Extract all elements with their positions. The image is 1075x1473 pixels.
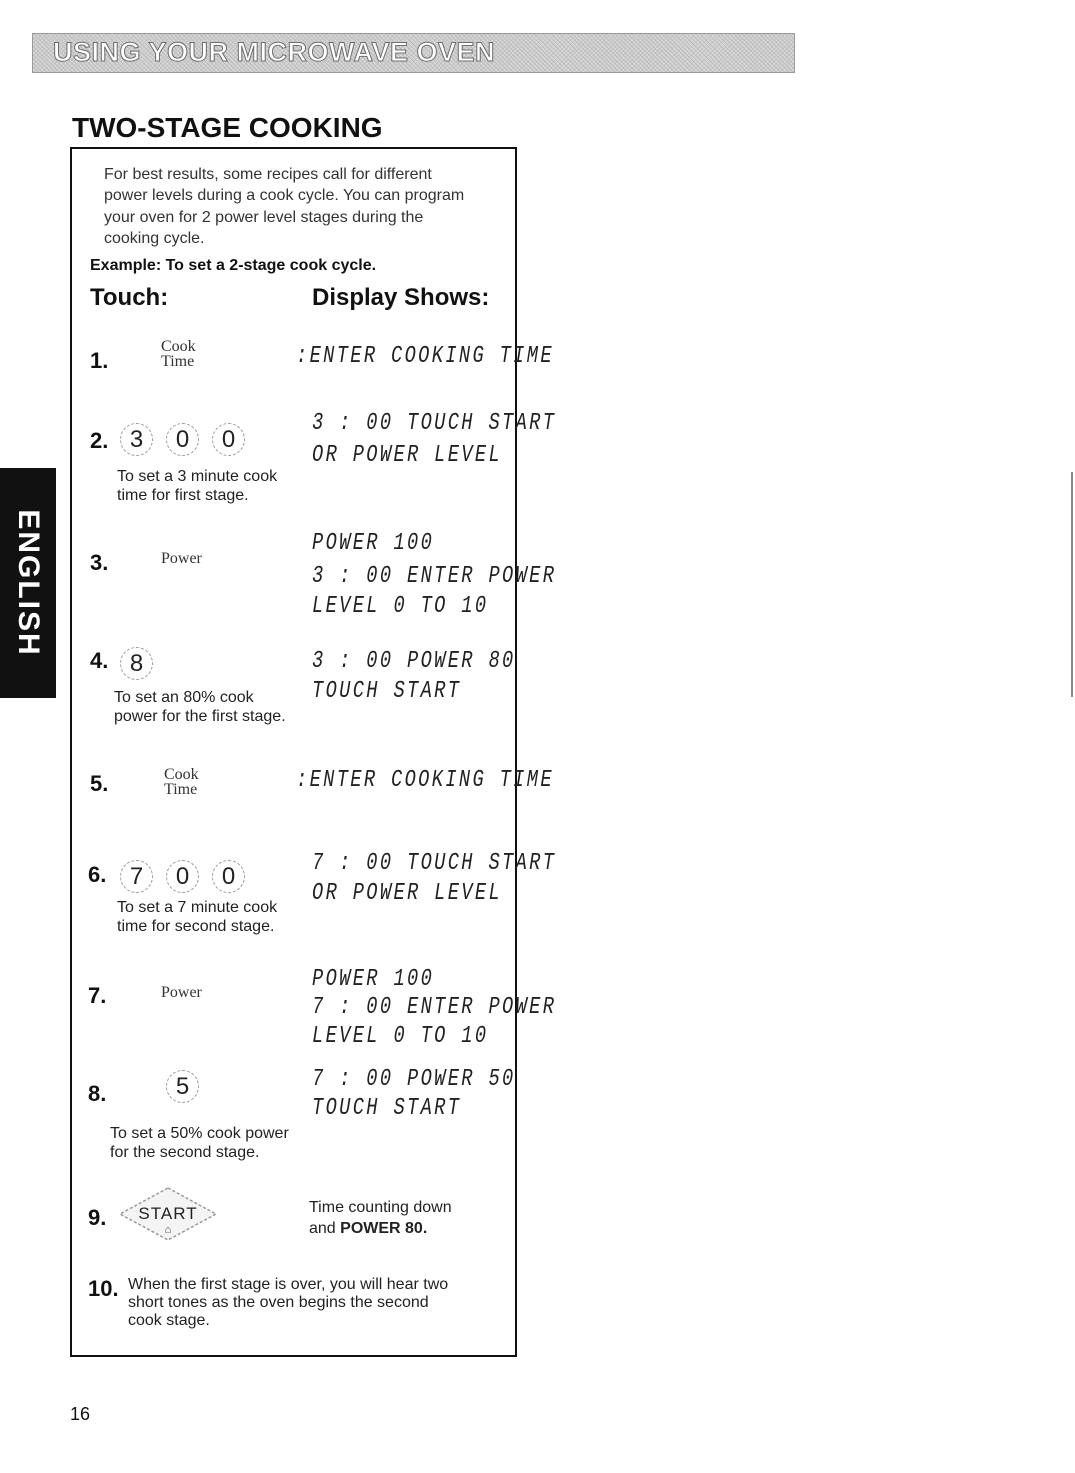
page-number: 16	[70, 1404, 91, 1424]
note-line: time for second stage.	[117, 918, 275, 935]
number-key-8[interactable]: 8	[120, 647, 153, 680]
display-readout: TOUCH START	[312, 1095, 462, 1122]
step-note	[117, 467, 277, 505]
power-key[interactable]: Power	[161, 550, 202, 567]
number-key-5[interactable]: 5	[166, 1070, 199, 1103]
note-line: for the second stage.	[110, 1144, 260, 1161]
display-readout: TOUCH START	[312, 678, 462, 705]
note-line: power for the first stage.	[114, 708, 286, 725]
right-edge-rule	[1071, 472, 1073, 697]
touch-column-heading: Touch:	[90, 284, 169, 311]
text-line: When the first stage is over, you will hear two	[128, 1276, 449, 1293]
display-readout: 7 : 00 TOUCH START	[312, 850, 557, 877]
note-line: To set an 80% cook	[114, 689, 254, 706]
step-number: 8.	[88, 1081, 107, 1106]
display-readout: :ENTER COOKING TIME	[296, 343, 554, 370]
step-note	[114, 688, 286, 726]
note-line: To set a 7 minute cook	[117, 899, 278, 916]
language-tab-label: ENGLISH	[12, 509, 45, 657]
display-text-line: Time counting down	[309, 1199, 452, 1216]
display-text-line	[309, 1218, 452, 1239]
display-text-bold: POWER 80.	[340, 1220, 428, 1237]
display-readout: :ENTER COOKING TIME	[296, 767, 554, 794]
header-title: USING YOUR MICROWAVE OVEN	[53, 37, 496, 67]
lock-icon: ⌂	[164, 1224, 172, 1236]
number-key-0[interactable]: 0	[166, 860, 199, 893]
display-readout: OR POWER LEVEL	[312, 442, 503, 469]
intro-paragraph	[104, 164, 464, 249]
step-number: 6.	[88, 862, 107, 887]
display-readout: 3 : 00 TOUCH START	[312, 410, 557, 437]
intro-line: cooking cycle.	[104, 229, 205, 247]
display-readout: POWER 100	[312, 966, 435, 993]
step-10-text	[128, 1276, 448, 1330]
display-readout: LEVEL 0 TO 10	[312, 593, 489, 620]
step-number: 10.	[88, 1276, 119, 1301]
start-button[interactable]	[118, 1186, 218, 1242]
display-readout: OR POWER LEVEL	[312, 880, 503, 907]
note-line: time for first stage.	[117, 487, 249, 504]
key-label-line: Cook	[164, 766, 199, 783]
number-key-7[interactable]: 7	[120, 860, 153, 893]
start-button-label: START	[138, 1204, 198, 1223]
language-tab	[0, 468, 56, 698]
note-line: To set a 3 minute cook	[117, 468, 278, 485]
step-number: 1.	[90, 348, 109, 373]
number-key-0[interactable]: 0	[212, 423, 245, 456]
display-readout: 7 : 00 POWER 50	[312, 1066, 516, 1093]
display-readout: 3 : 00 POWER 80	[312, 648, 516, 675]
text-line: short tones as the oven begins the second	[128, 1294, 429, 1311]
display-readout: POWER 100	[312, 530, 435, 557]
key-label-line: Time	[161, 353, 195, 370]
step-note	[117, 898, 277, 936]
step-number: 5.	[90, 771, 109, 796]
intro-line: power levels during a cook cycle. You can program	[104, 187, 465, 205]
cook-time-key[interactable]	[161, 339, 196, 369]
display-readout: 7 : 00 ENTER POWER	[312, 994, 557, 1021]
number-key-0[interactable]: 0	[166, 423, 199, 456]
step-number: 4.	[90, 648, 109, 673]
intro-line: your oven for 2 power level stages during the	[104, 208, 424, 226]
intro-line: For best results, some recipes call for different	[104, 166, 432, 183]
display-text	[309, 1197, 452, 1239]
cook-time-key[interactable]	[164, 767, 199, 797]
step-number: 9.	[88, 1205, 107, 1230]
instruction-box	[70, 147, 517, 1357]
number-key-0[interactable]: 0	[212, 860, 245, 893]
note-line: To set a 50% cook power	[110, 1125, 289, 1142]
step-number: 2.	[90, 428, 109, 453]
display-readout: 3 : 00 ENTER POWER	[312, 563, 557, 590]
example-heading: Example: To set a 2-stage cook cycle.	[90, 257, 377, 274]
power-key[interactable]: Power	[161, 984, 202, 1001]
step-note	[110, 1124, 289, 1162]
display-readout: LEVEL 0 TO 10	[312, 1023, 489, 1050]
number-key-3[interactable]: 3	[120, 423, 153, 456]
text-line: cook stage.	[128, 1312, 210, 1329]
header-banner	[32, 33, 795, 73]
step-number: 3.	[90, 550, 109, 575]
display-column-heading: Display Shows:	[312, 284, 490, 311]
section-title: TWO-STAGE COOKING	[72, 112, 383, 143]
display-text-plain: and	[309, 1220, 341, 1237]
key-label-line: Time	[164, 781, 198, 798]
step-number: 7.	[88, 983, 107, 1008]
key-label-line: Cook	[161, 338, 196, 355]
